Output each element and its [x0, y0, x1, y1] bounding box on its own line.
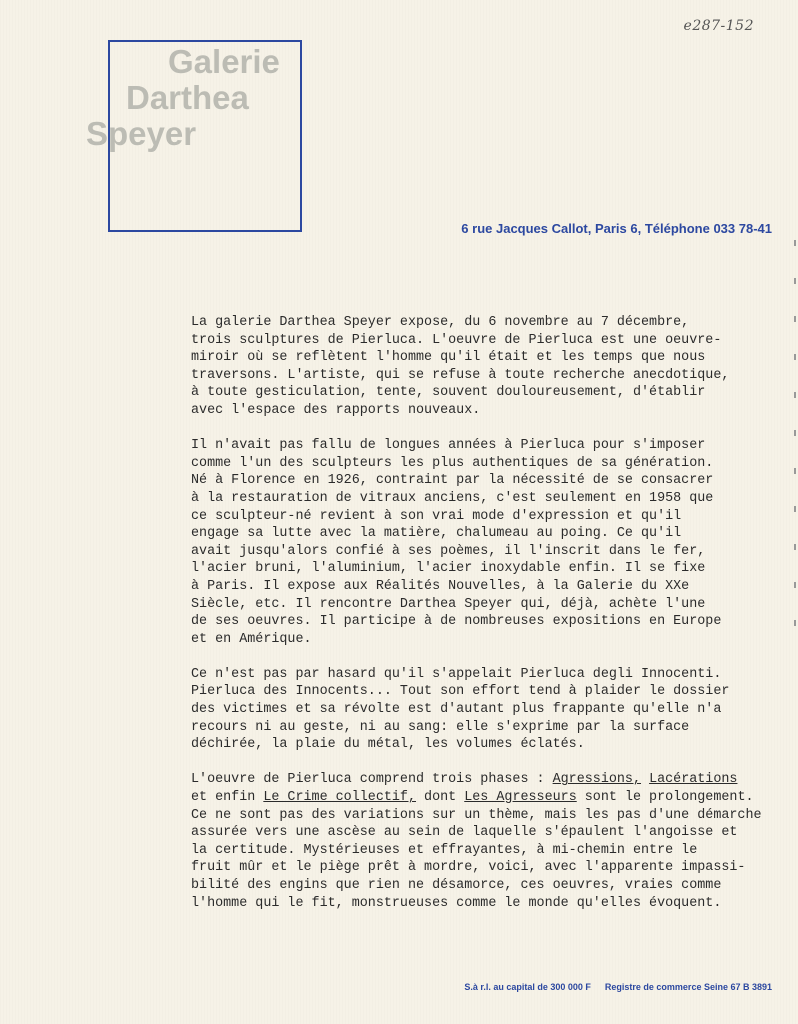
p4-text-3: dont — [416, 790, 465, 806]
archive-code: e287-152 — [683, 18, 754, 34]
footer-registre: Registre de commerce Seine 67 B 3891 — [604, 982, 772, 992]
p4-text-2: et enfin — [191, 790, 256, 806]
paragraph-4 — [191, 771, 762, 912]
paper-edge-marks — [794, 240, 796, 640]
logo-line-galerie: Galerie — [168, 43, 280, 80]
paragraph-3: Ce n'est pas par hasard qu'il s'appelait Pierluca degli Innocenti. Pierluca des Innocents... Tout son effort tend à plaider le dossier des victimes et sa révolte est d'autant plus frappante qu'elle n'a recours ni au geste, ni au sang: elle s'exprime par la surface déchirée, la plaie du métal, les volumes éclatés. — [191, 666, 730, 753]
logo-line-darthea: Darthea — [126, 79, 249, 116]
title-lacerations: Lacérations — [649, 772, 738, 788]
company-footer — [464, 982, 772, 992]
p4-text-1: L'oeuvre de Pierluca comprend trois phases : — [191, 772, 553, 788]
title-agresseurs: Les Agresseurs — [464, 790, 577, 806]
letter-body — [191, 314, 762, 930]
paragraph-2: Il n'avait pas fallu de longues années à Pierluca pour s'imposer comme l'un des sculpteurs les plus authentiques de sa génération. Né à Florence en 1926, contraint par la nécessité de se consacrer à la restauration de vitraux anciens, c'est seulement en 1958 que ce sculpteur-né revient à son vrai mode d'expression et qu'il engage sa lutte avec la matière, chalumeau au poing. Ce qu'il avait jusqu'alors confié à ses poèmes, il l'inscrit dans le fer, l'acier bruni, l'aluminium, l'acier inoxydable enfin. Il se fixe à Paris. Il expose aux Réalités Nouvelles, à la Galerie du XXe Siècle, etc. Il rencontre Darthea Speyer qui, déjà, achète l'une de ses oeuvres. Il participe à de nombreuses expositions en Europe et en Amérique. — [191, 438, 722, 647]
paragraph-1: La galerie Darthea Speyer expose, du 6 novembre au 7 décembre, trois sculptures de Pierluca. L'oeuvre de Pierluca est une oeuvre- miroir où se reflètent l'homme qu'il était et les temps que nous traversons. L'artiste, qui se refuse à toute recherche anecdotique, à toute gesticulation, tente, souvent douloureusement, d'établir avec l'espace des rapports nouveaux. — [191, 315, 730, 418]
gallery-address: 6 rue Jacques Callot, Paris 6, Téléphone 033 78-41 — [461, 221, 772, 236]
title-agressions: Agressions, — [552, 772, 642, 788]
title-crime-collectif: Le Crime collectif, — [263, 790, 417, 806]
p4-text-4: sont le prolongement. Ce ne sont pas des variations sur un thème, mais les pas d'une démarche assurée vers une ascèse au sein de laquelle s'épaulent l'angoisse et la certitude. Mystérieuses et effrayantes, à mi-chemin entre le fruit mûr et le piège prêt à mordre, voici, avec l'apparente impassi- bilité des engins que rien ne désamorce, ces oeuvres, vraies comme l'homme qui le fit, monstrueuses comme le monde qu'elles évoquent. — [191, 790, 762, 911]
footer-capital: S.à r.l. au capital de 300 000 F — [464, 982, 591, 992]
logo-line-speyer: Speyer — [86, 115, 197, 152]
